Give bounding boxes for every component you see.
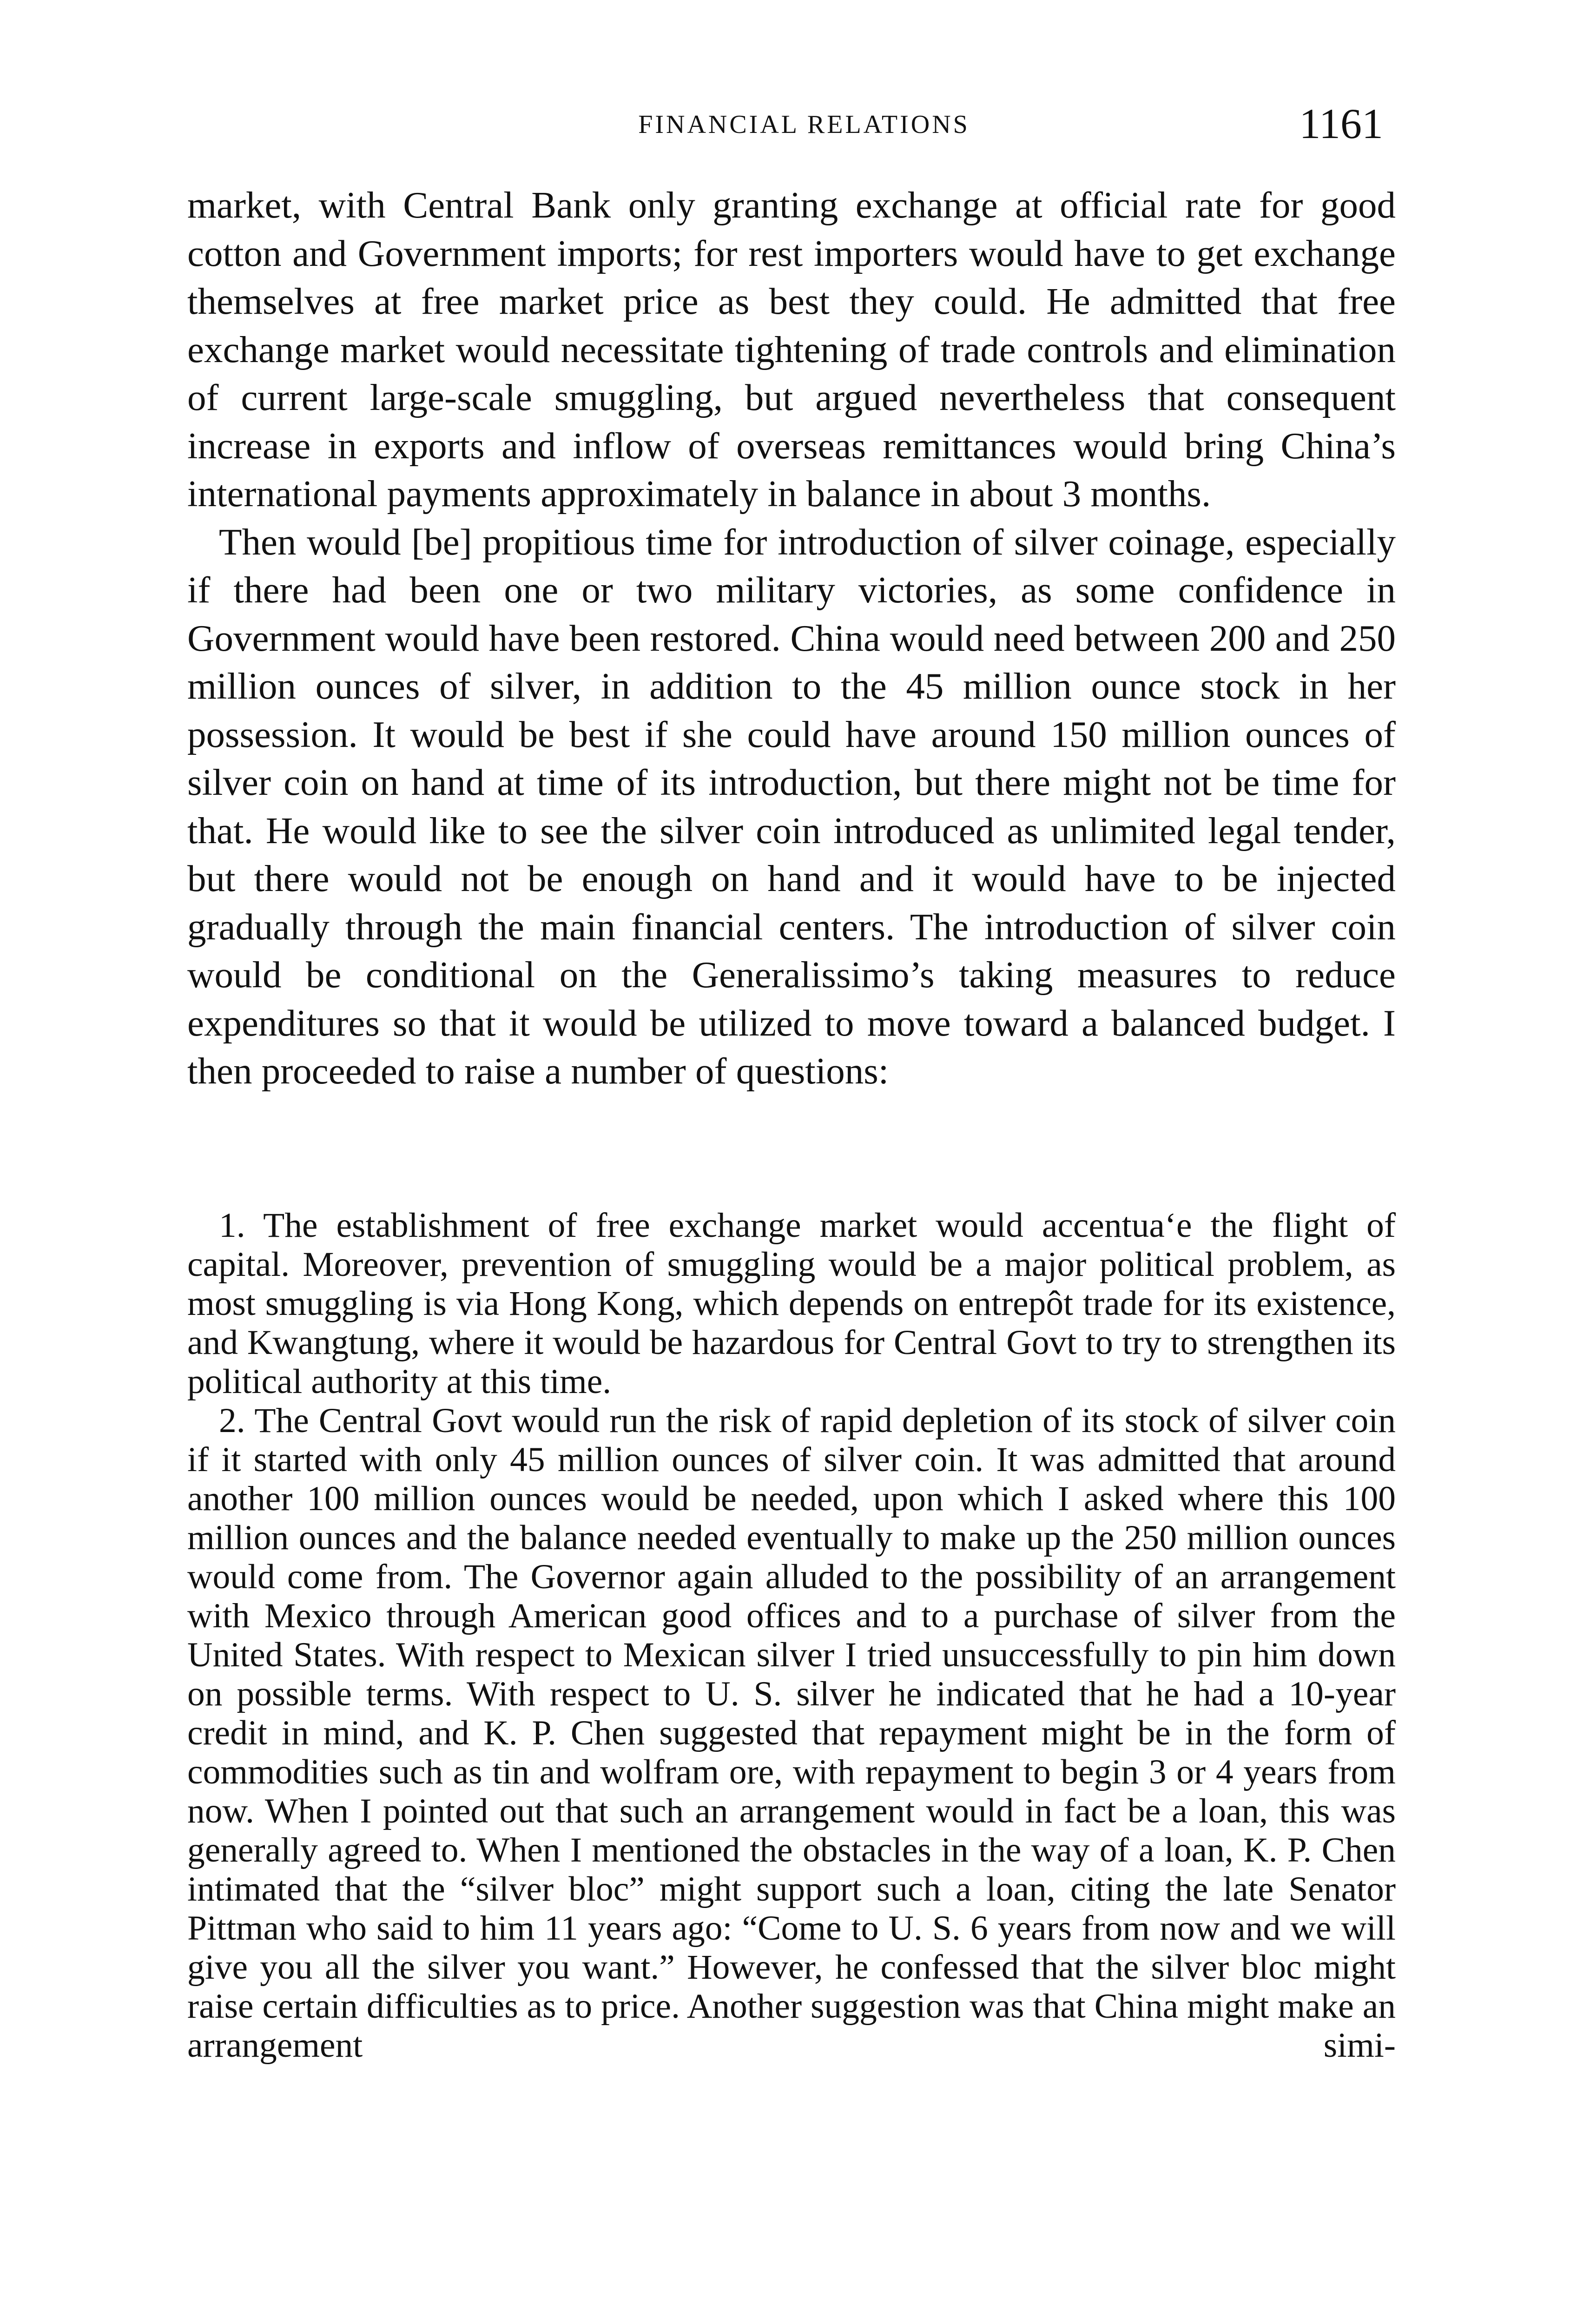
numbered-questions: [187, 1206, 1396, 2065]
page-number: 1161: [1299, 100, 1383, 147]
paragraph-silver-coinage: Then would [be] propitious time for introduction of silver coinage, especially if there had been one or two military victories, as some confidence in Government would have been restored. China would need between 200 and 250 million ounces of silver, in addition to the 45 million ounce stock in her possession. It would be best if she could have around 150 million ounces of silver coin on hand at time of its introduction, but there might not be time for that. He would like to see the silver coin introduced as unlimited legal tender, but there would not be enough on hand and it would have to be injected gradually through the main financial centers. The introduction of silver coin would be conditional on the Generalissimo’s taking measures to reduce expenditures so that it would be utilized to move toward a balanced budget. I then proceeded to raise a number of questions:: [187, 521, 1396, 1092]
running-head-title: FINANCIAL RELATIONS: [638, 110, 970, 139]
list-item-free-exchange: 1. The establishment of free exchange market would accentua‘e the flight of capital. Moreover, prevention of smuggling would be a major political problem, as most smuggling is via Hong Kong, which depends on entrepôt trade for its existence, and Kwangtung, where it would be hazardous for Central Govt to try to strengthen its political authority at this time.: [187, 1206, 1396, 1401]
paragraph-continuation: market, with Central Bank only granting exchange at official rate for good cotton and Government imports; for rest importers would have to get exchange themselves at free market price as best they could. He admitted that free exchange market would necessitate tightening of trade controls and elimination of current large-scale smuggling, but argued nevertheless that consequent increase in exports and inflow of overseas remittances would bring China’s international payments approximately in balance in about 3 months.: [187, 184, 1396, 515]
body-text: [187, 181, 1396, 1096]
list-item-silver-depletion: 2. The Central Govt would run the risk of rapid depletion of its stock of silver coin if it started with only 45 million ounces of silver coin. It was admitted that around another 100 million ounces would be needed, upon which I asked where this 100 million ounces and the balance needed eventually to make up the 250 million ounces would come from. The Governor again alluded to the possibility of an arrangement with Mexico through American good offices and to a purchase of silver from the United States. With respect to Mexican silver I tried unsuccessfully to pin him down on possible terms. With respect to U. S. silver he indicated that he had a 10-year credit in mind, and K. P. Chen suggested that repayment might be in the form of commodities such as tin and wolfram ore, with repayment to begin 3 or 4 years from now. When I pointed out that such an arrangement would in fact be a loan, this was generally agreed to. When I mentioned the obstacles in the way of a loan, K. P. Chen intimated that the “silver bloc” might support such a loan, citing the late Senator Pittman who said to him 11 years ago: “Come to U. S. 6 years from now and we will give you all the silver you want.” However, he confessed that the silver bloc might raise certain difficulties as to price. Another suggestion was that China might make an arrangement simi-: [187, 1401, 1396, 2065]
